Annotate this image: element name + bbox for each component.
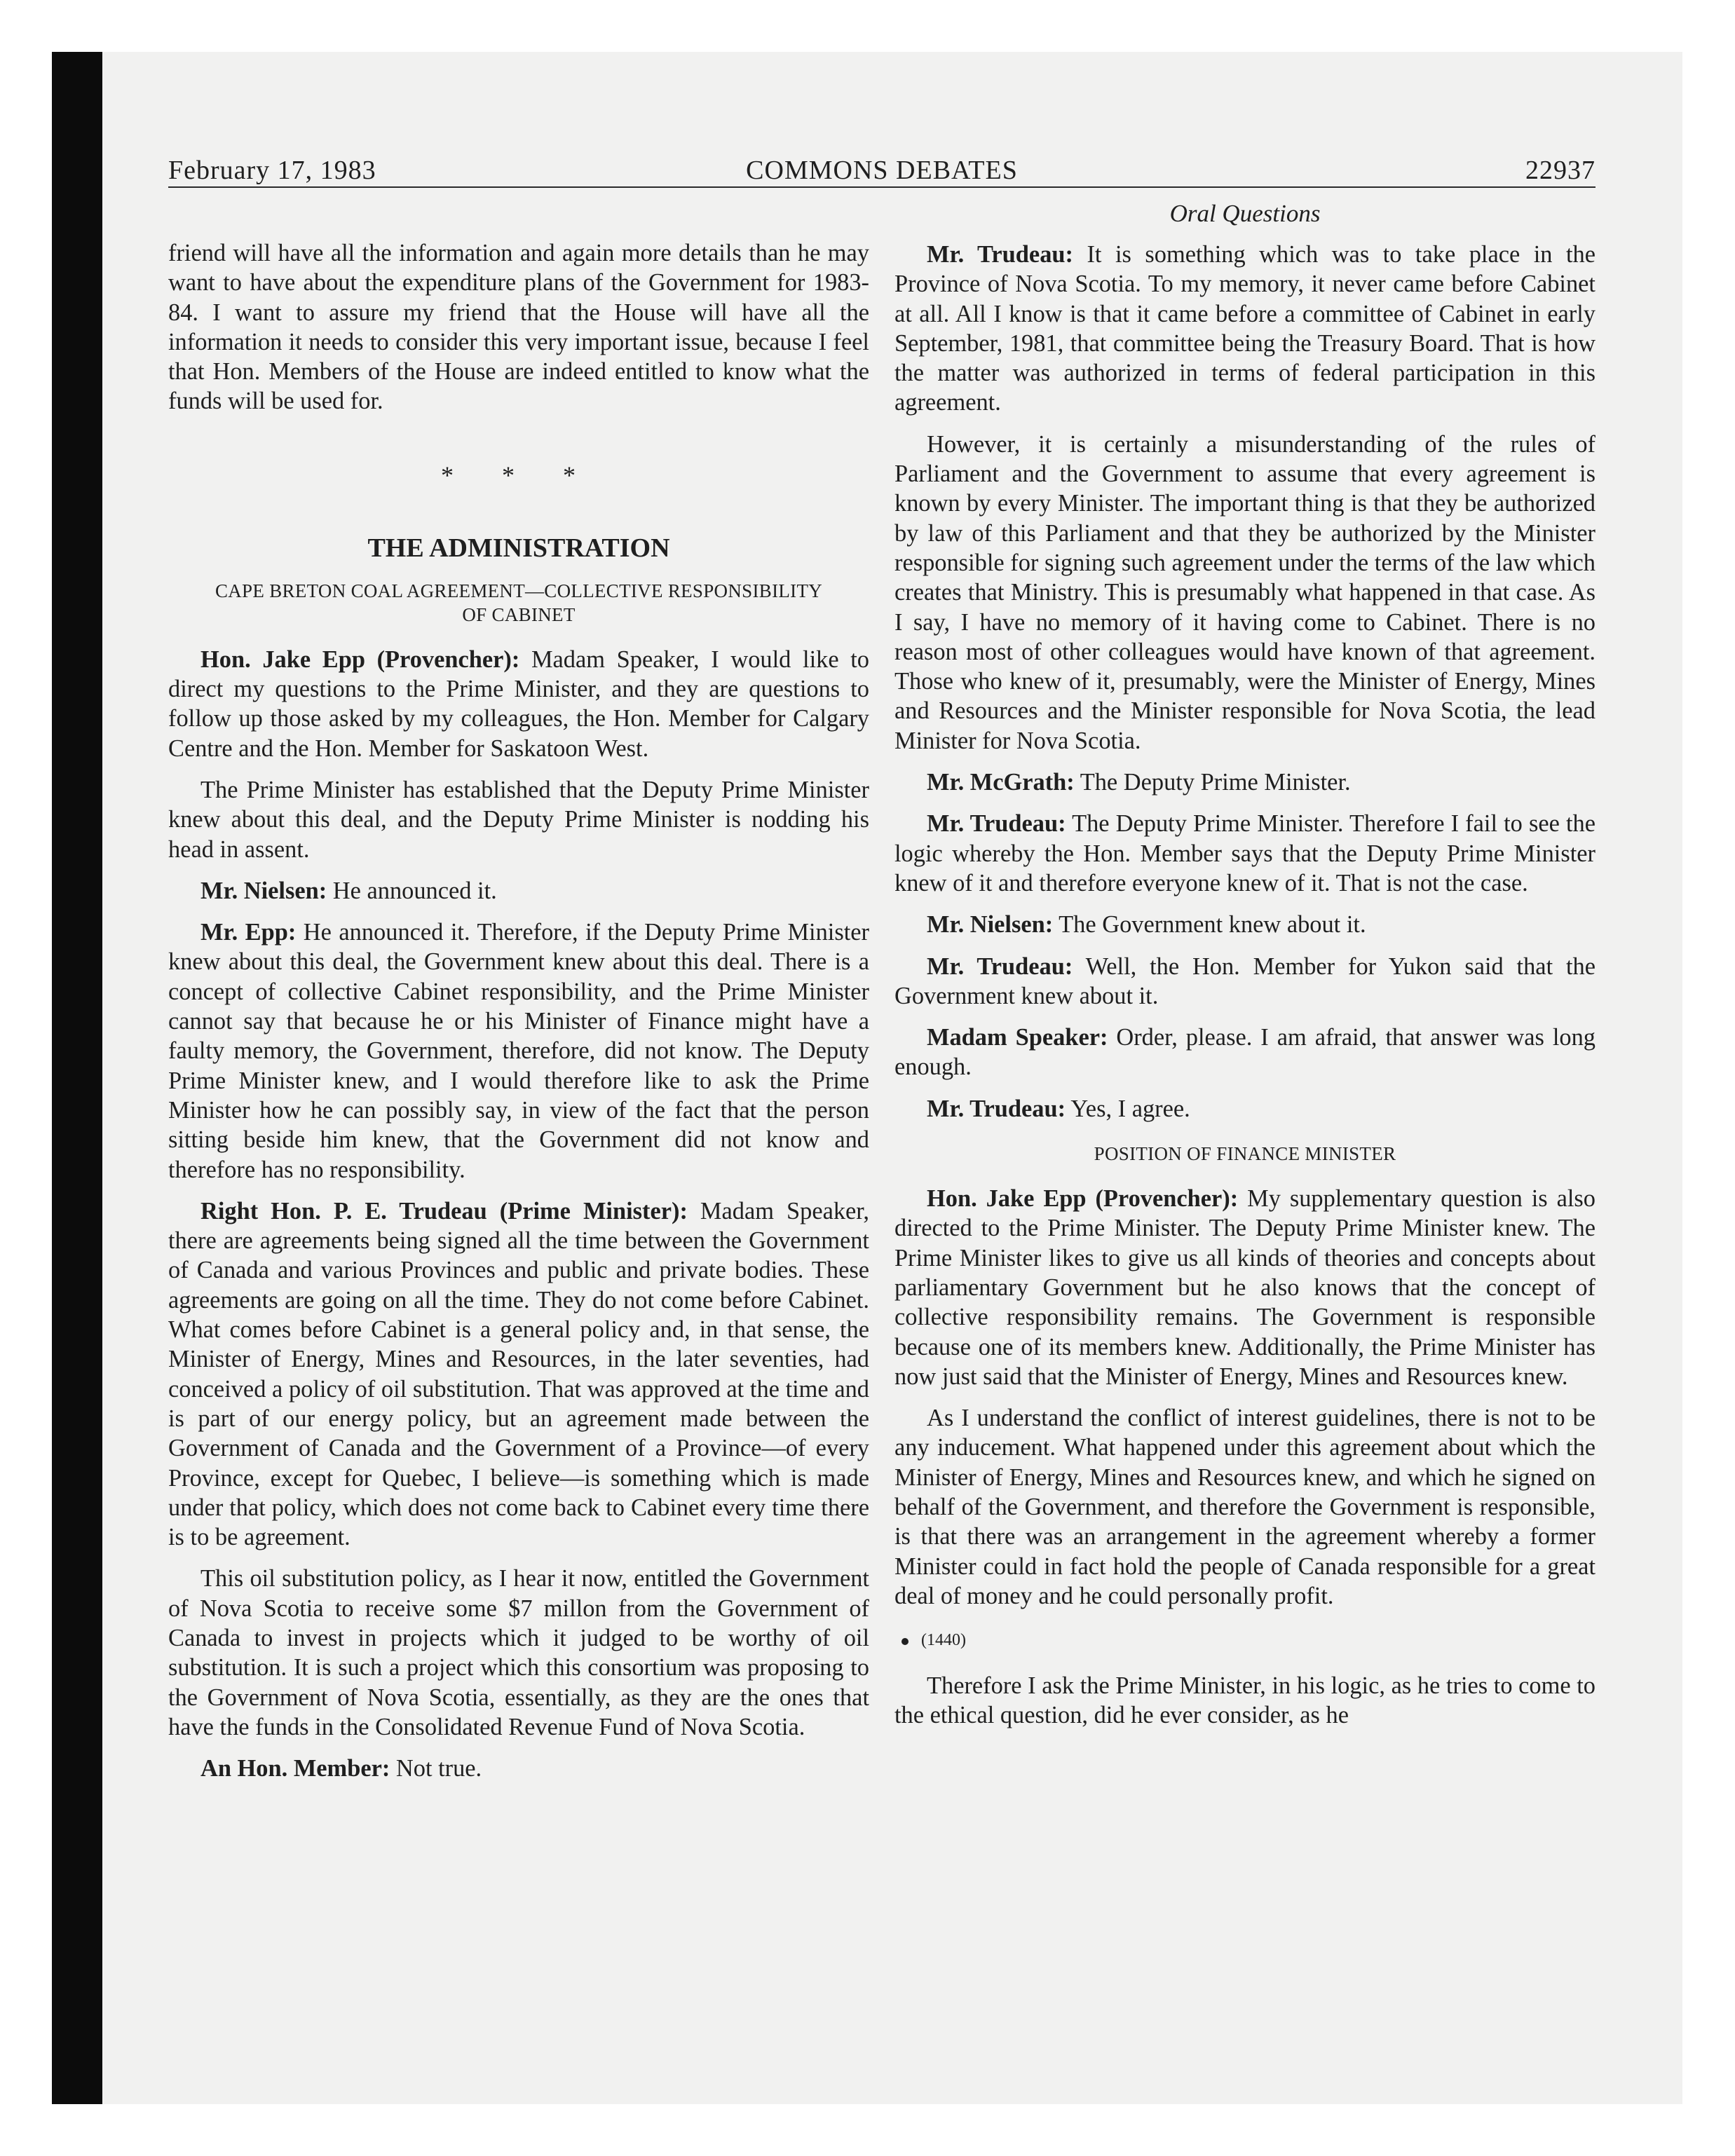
speech-text: It is something which was to take place in the Province of Nova Scotia. To my memory, it never came before Cabinet at all. All I know is that it came before a committee of Cabinet in early September, 1981, that committee being the Treasury Board. That is how the matter was authorized in terms of federal participation in this agreement.: [894, 241, 1595, 416]
speech-text: He announced it. Therefore, if the Deputy Prime Minister knew about this deal, the Government knew about this deal. There is a concept of collective Cabinet responsibility, and the Prime Minister cannot say that because he or his Minister of Finance might have a faulty memory, the Government, therefore, did not know. The Deputy Prime Minister knew, and I would therefore like to ask the Prime Minister how he can possibly say, in view of the fact that the person sitting beside him knew, that the Government did not know and therefore has no responsibility.: [168, 919, 870, 1183]
paragraph: [894, 1184, 1595, 1391]
time-stamp: [901, 1626, 1595, 1654]
speech-text: The Deputy Prime Minister.: [1074, 769, 1351, 796]
speech-text: He announced it.: [327, 877, 497, 904]
time-stamp-text: (1440): [921, 1631, 966, 1650]
speech-text: Madam Speaker, there are agreements being signed all the time between the Government of Canada and various Provinces and public and private bodies. These agreements are going on all the time. They do not come before Cabinet. What comes before Cabinet is a general policy and, in that sense, the Minister of Energy, Mines and Resources, in the later seventies, had conceived a policy of oil substitution. That was approved at the time and is part of our energy policy, but an agreement made between the Government of Canada and the Government of a Province—of every Province, except for Quebec, I believe—is something which is made under that policy, which does not come back to Cabinet every time there is to be agreement.: [168, 1197, 869, 1551]
speaker-name: Madam Speaker:: [927, 1024, 1108, 1051]
speech-text: The Deputy Prime Minister. Therefore I fail to see the logic whereby the Hon. Member says that the Deputy Prime Minister knew of it and therefore everyone knew of it. That is not the case.: [894, 810, 1595, 896]
paragraph: [168, 917, 869, 1185]
speaker-name: Mr. McGrath:: [927, 769, 1075, 796]
header-title: COMMONS DEBATES: [746, 156, 1018, 185]
paragraph: [894, 910, 1595, 939]
speech-text: Madam Speaker, I would like to direct my questions to the Prime Minister, and they are questions to follow up those asked by my colleagues, the Hon. Member for Calgary Centre and the Hon. Member for Saskatoon West.: [168, 646, 869, 762]
page-header: [168, 150, 1595, 191]
speaker-name: Mr. Epp:: [200, 919, 297, 946]
paragraph: Therefore I ask the Prime Minister, in his logic, as he tries to come to the ethical question, did he ever consider, as he: [894, 1672, 1595, 1729]
speaker-name: Mr. Trudeau:: [927, 1095, 1066, 1122]
speech-text: Not true.: [390, 1755, 482, 1782]
section-title: THE ADMINISTRATION: [367, 533, 670, 563]
section-subhead: CAPE BRETON COAL AGREEMENT—COLLECTIVE RESPONSIBILITY OF CABINET: [215, 580, 823, 625]
paragraph: friend will have all the information and again more details than he may want to have about the expenditure plans of the Government for 1983-84. I want to assure my friend that the House will have all the information it needs to consider this very important issue, because I feel that Hon. Members of the House are indeed entitled to know what the funds will be used for.: [168, 240, 869, 415]
speech-text: Yes, I agree.: [1066, 1095, 1190, 1122]
speaker-name: An Hon. Member:: [200, 1755, 390, 1782]
paragraph: [168, 1754, 869, 1783]
section-separator: * * *: [441, 460, 597, 489]
running-head: Oral Questions: [1169, 200, 1321, 227]
speaker-name: Mr. Trudeau:: [927, 241, 1073, 268]
speech-text: My supplementary question is also directed to the Prime Minister. The Deputy Prime Minister knew. The Prime Minister likes to give us all kinds of theories and concepts about parliamentary Government but he also knows that the concept of collective responsibility remains. The Government is responsible because one of its members knew. Additionally, the Prime Minister has now just said that the Minister of Energy, Mines and Resources knew.: [894, 1185, 1595, 1390]
paragraph: [168, 876, 869, 906]
scan-binding-edge: [52, 52, 102, 2104]
paragraph: The Prime Minister has established that the Deputy Prime Minister knew about this deal, and the Deputy Prime Minister is nodding his head in assent.: [168, 776, 869, 863]
left-column: [168, 238, 869, 1795]
speaker-name: Mr. Nielsen:: [200, 877, 327, 904]
paragraph: [894, 1023, 1595, 1082]
paragraph: [168, 645, 869, 763]
paragraph: [894, 1094, 1595, 1124]
bullet-icon: [901, 1638, 909, 1645]
speaker-name: Right Hon. P. E. Trudeau (Prime Minister):: [200, 1197, 688, 1224]
speaker-name: Hon. Jake Epp (Provencher):: [927, 1185, 1239, 1213]
paragraph: As I understand the conflict of interest guidelines, there is not to be any inducement. What happened under this agreement about which the Minister of Energy, Mines and Resources knew, and which he signed on behalf of the Government, and therefore the Government is responsible, is that there was an arrangement in the agreement whereby a former Minister could in fact hold the people of Canada responsible for a great deal of money and he could personally profit.: [894, 1405, 1595, 1609]
paragraph: [894, 809, 1595, 898]
paragraph: This oil substitution policy, as I hear it now, entitled the Government of Nova Scotia to receive some $7 millon from the Government of Canada to invest in projects which it judged to be worthy of oil substitution. It is such a project which this consortium was proposing to the Government of Nova Scotia, essentially, as they are the ones that have the funds in the Consolidated Revenue Fund of Nova Scotia.: [168, 1565, 869, 1740]
right-column: [894, 199, 1595, 1742]
speech-text: The Government knew about it.: [1053, 911, 1366, 939]
paragraph: However, it is certainly a misunderstanding of the rules of Parliament and the Government to assume that every agreement is known by every Minister. The important thing is that they be authorized by law of this Parliament and that they be authorized by the Minister responsible for signing such agreement under the terms of the law which creates that Ministry. This is presumably what happened in that case. As I say, I have no memory of it having come to Cabinet. There is no reason most of other colleagues would have known of that agreement. Those who knew of it, presumably, were the Minister of Energy, Mines and Resources and the Minister responsible for Nova Scotia, the lead Minister for Nova Scotia.: [894, 430, 1595, 754]
paragraph: [894, 240, 1595, 418]
paragraph: [894, 767, 1595, 797]
speaker-name: Mr. Trudeau:: [927, 953, 1073, 980]
section-subhead: POSITION OF FINANCE MINISTER: [1094, 1143, 1396, 1165]
paragraph: [168, 1196, 869, 1553]
speaker-name: Hon. Jake Epp (Provencher):: [200, 646, 520, 673]
speaker-name: Mr. Nielsen:: [927, 911, 1054, 939]
paragraph: [894, 952, 1595, 1011]
speech-text: Order, please. I am afraid, that answer was long enough.: [894, 1024, 1595, 1081]
speech-text: Well, the Hon. Member for Yukon said that the Government knew about it.: [894, 953, 1595, 1009]
header-rule: [168, 186, 1595, 188]
header-date: February 17, 1983: [168, 156, 376, 185]
header-page-number: 22937: [1525, 156, 1595, 185]
speaker-name: Mr. Trudeau:: [927, 810, 1066, 838]
